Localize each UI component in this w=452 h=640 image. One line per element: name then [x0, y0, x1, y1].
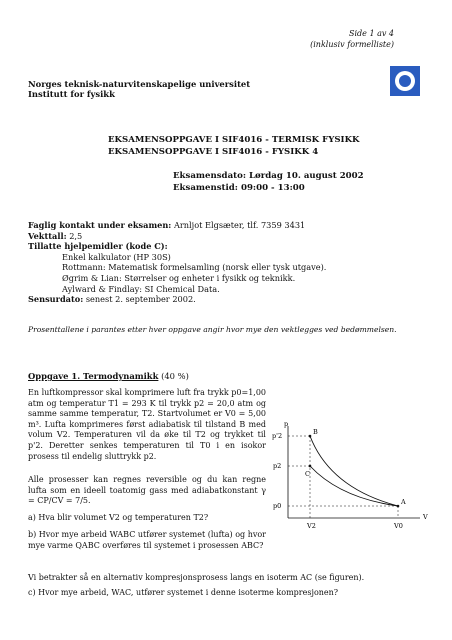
contact-value: Arnljot Elgsæter, tlf. 7359 3431	[173, 220, 306, 230]
task1-question-a: a) Hva blir volumet V2 og temperaturen T2?	[28, 513, 209, 522]
exam-title-line2: EKSAMENSOPPGAVE I SIF4016 - FYSIKK 4	[108, 147, 319, 157]
aids-label: Tillatte hjelpemidler (kode C):	[28, 241, 168, 252]
task1-alternative: Vi betrakter så en alternativ kompresjonsprosess langs en isoterm AC (se figuren).	[28, 573, 365, 582]
tick-p2prime: p'2	[272, 432, 283, 440]
point-b-marker	[309, 435, 312, 438]
page-number-note: (inklusiv formelliste)	[310, 40, 394, 49]
task1-intro: En luftkompressor skal komprimere luft fra trykk p0=1,00 atm og temperatur T1 = 293 K til trykk p2 = 20,0 atm og samme samme temperatur, T2. Startvolumet er V0 = 5,00 m³. Lufta komprimeres først adiabatisk til tilstand B med volum V2. Temperaturen vil da øke til T2 og trykket til p'2. Deretter senkes temperaturen til T0 i en isokor prosess til endelig sluttrykk p2.	[28, 388, 266, 461]
point-a-marker	[397, 505, 400, 508]
page-info	[310, 28, 394, 50]
adiabat-curve	[310, 436, 398, 506]
point-c-label: C	[305, 470, 310, 478]
aids-list	[28, 252, 428, 294]
university-logo	[390, 66, 420, 96]
grades-label: Sensurdato:	[28, 294, 84, 305]
point-c-marker	[309, 465, 312, 468]
institute-name: Institutt for fysikk	[28, 89, 115, 99]
grades-value: senest 2. september 2002.	[85, 294, 196, 305]
pv-diagram	[270, 418, 430, 536]
point-b-label: B	[313, 428, 318, 436]
exam-title-line1: EKSAMENSOPPGAVE I SIF4016 - TERMISK FYSIKK	[108, 135, 360, 145]
tick-p2: p2	[273, 462, 282, 470]
weight-value: 2,5	[69, 230, 83, 241]
task1-weight: (40 %)	[161, 371, 189, 381]
contact-label: Faglig kontakt under eksamen:	[28, 220, 172, 230]
exam-date: Eksamensdato: Lørdag 10. august 2002	[173, 171, 364, 181]
aid-item: Rottmann: Matematisk formelsamling (norsk eller tysk utgave).	[62, 262, 327, 273]
exam-time: Eksamenstid: 09:00 - 13:00	[173, 182, 305, 193]
grades-line	[28, 294, 428, 305]
page-number: Side 1 av 4	[349, 29, 394, 38]
contact-line	[28, 220, 428, 231]
exam-datetime	[173, 171, 364, 194]
aid-item: Enkel kalkulator (HP 30S)	[62, 251, 171, 262]
weight-line	[28, 231, 428, 242]
isotherm-curve	[310, 466, 398, 506]
task1-heading	[28, 371, 189, 381]
point-a-label: A	[401, 498, 406, 506]
axis-v-label: V	[423, 513, 428, 521]
task1-assumption: Alle prosesser kan regnes reversible og du kan regne lufta som en ideell toatomig gass med adiabatkonstant γ = CP/CV = 7/5.	[28, 475, 266, 506]
exam-info	[28, 220, 428, 305]
weight-label: Vekttall:	[28, 230, 67, 241]
task1-title: Oppgave 1. Termodynamikk	[28, 371, 159, 381]
exam-title	[108, 134, 360, 158]
tick-v2: V2	[307, 522, 316, 530]
aid-item: Øgrim & Lian: Størrelser og enheter i fysikk og teknikk.	[62, 272, 296, 283]
weighting-note: Prosenttallene i parantes etter hver oppgave angir hvor mye den vektlegges ved bedømmelsen.	[28, 325, 397, 334]
aid-item: Aylward & Findlay: SI Chemical Data.	[62, 283, 220, 294]
task1-question-c: c) Hvor mye arbeid, WAC, utfører systemet i denne isoterme kompresjonen?	[28, 588, 339, 597]
tick-p0: p0	[273, 502, 282, 510]
axis-p-label: p	[284, 420, 289, 428]
university-name: Norges teknisk-naturvitenskapelige universitet	[28, 79, 251, 89]
institution-block	[28, 79, 250, 99]
tick-v0: V0	[394, 522, 403, 530]
task1-question-b: b) Hvor mye arbeid WABC utfører systemet (lufta) og hvor mye varme QABC overføres til systemet i prosessen ABC?	[28, 530, 266, 550]
